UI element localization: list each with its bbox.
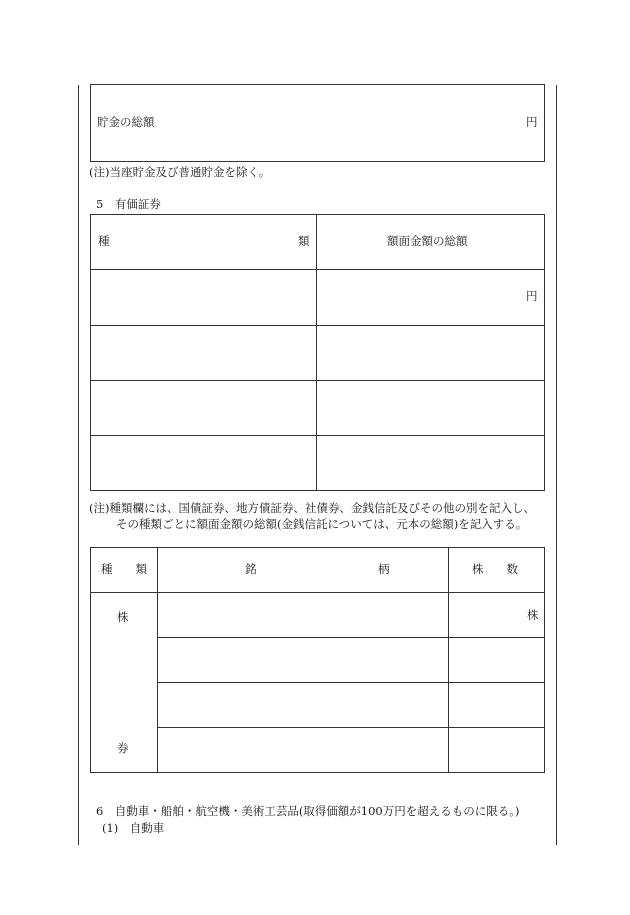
stocks-table: [90, 547, 545, 773]
stocks-header-brand-left: 銘: [245, 562, 257, 576]
securities-header-type-left: 種: [98, 234, 110, 248]
securities-table: [90, 214, 545, 491]
stocks-row-line: [157, 727, 545, 728]
vehicles-heading: 6 自動車・船舶・航空機・美術工芸品(取得価額が100万円を超えるものに限る。): [96, 804, 520, 818]
securities-header-type-right: 類: [298, 234, 310, 248]
stocks-header-type: 種 類: [101, 562, 147, 576]
stocks-header-count: 株 数: [472, 562, 518, 576]
securities-note-line2: その種類ごとに額面金額の総額(金銭信託については、元本の総額)を記入する。: [116, 517, 528, 531]
stocks-type-bottom: 券: [117, 741, 129, 755]
stocks-header-brand-right: 柄: [378, 562, 390, 576]
stocks-type-top: 株: [117, 610, 129, 624]
securities-row-line: [90, 325, 545, 326]
securities-row-line: [90, 269, 545, 270]
securities-row-line: [90, 380, 545, 381]
stocks-row-line: [157, 637, 545, 638]
stocks-header-line: [90, 592, 545, 593]
savings-total-box: [90, 84, 545, 162]
securities-note-line1: (注)種類欄には、国債証券、地方債証券、社債券、金銭信託及びその他の別を記入し、: [89, 501, 535, 515]
stocks-unit: 株: [527, 608, 539, 622]
right-margin-line: [556, 85, 557, 845]
vehicles-subheading: (1) 自動車: [102, 821, 165, 835]
securities-column-divider: [316, 214, 317, 491]
stocks-row-line: [157, 682, 545, 683]
securities-heading: 5 有価証券: [96, 197, 161, 211]
savings-note: (注)当座貯金及び普通貯金を除く。: [89, 165, 271, 179]
stocks-column-divider: [157, 547, 158, 773]
stocks-column-divider: [448, 547, 449, 773]
savings-total-label: 貯金の総額: [97, 115, 155, 129]
left-margin-line: [78, 85, 79, 845]
securities-row-line: [90, 435, 545, 436]
securities-unit: 円: [526, 289, 538, 303]
securities-header-amount: 額面金額の総額: [387, 234, 468, 248]
savings-unit: 円: [526, 115, 538, 129]
